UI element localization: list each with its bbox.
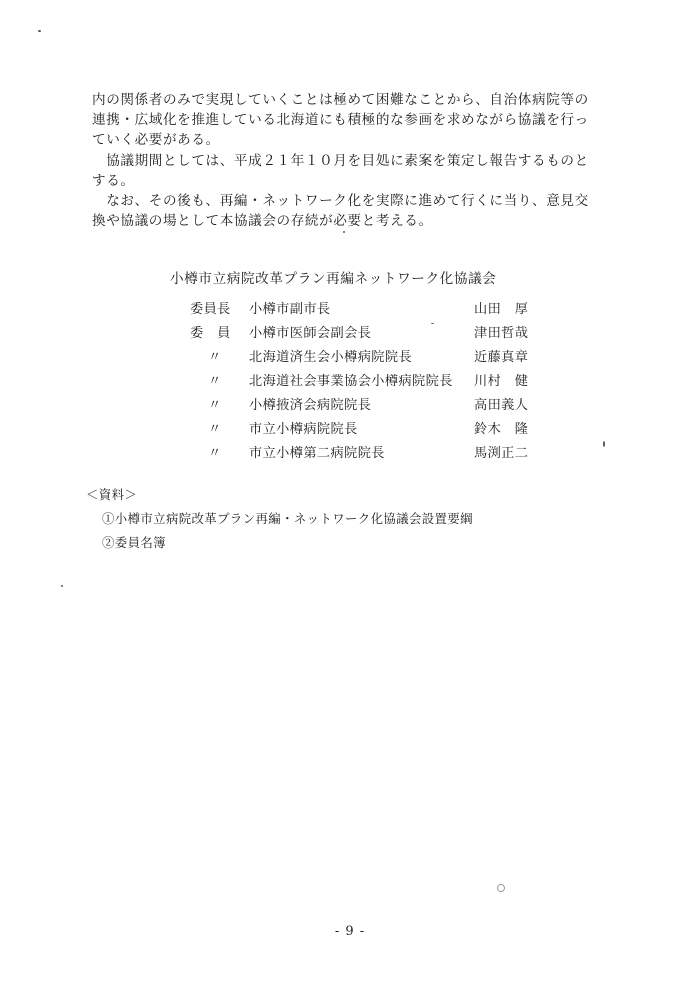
scan-speck <box>603 441 605 447</box>
member-name: 津田哲哉 <box>474 326 529 341</box>
member-row <box>190 342 550 366</box>
member-role: 〃 <box>208 398 222 413</box>
materials-item: ①小樽市立病院改革プラン再編・ネットワーク化協議会設置要綱 <box>102 511 473 526</box>
member-role: 委員長 <box>190 302 231 317</box>
member-row <box>190 318 550 342</box>
scan-speck <box>38 30 41 32</box>
member-organization: 北海道済生会小樽病院院長 <box>249 350 413 365</box>
paragraph-line: する。 <box>92 173 135 189</box>
scan-speck <box>343 231 345 233</box>
scan-speck <box>431 323 434 324</box>
member-organization: 小樽掖済会病院院長 <box>249 398 372 413</box>
member-role: 〃 <box>208 374 222 389</box>
materials-section <box>86 485 473 551</box>
paragraph-line: 連携・広域化を推進している北海道にも積極的な参画を求めながら協議を行っ <box>92 112 589 128</box>
council-title: 小樽市立病院改革プラン再編ネットワーク化協議会 <box>170 271 497 287</box>
member-row <box>190 294 550 318</box>
member-organization: 市立小樽第二病院院長 <box>249 446 385 461</box>
paragraph-line: なお、その後も、再編・ネットワーク化を実際に進めて行くに当り、意見交 <box>92 193 589 209</box>
body-paragraph-3 <box>92 191 612 231</box>
member-name: 山田 厚 <box>474 302 529 317</box>
member-name: 近藤真章 <box>474 350 529 365</box>
paragraph-line: 協議期間としては、平成２１年１０月を目処に素案を策定し報告するものと <box>92 153 589 169</box>
member-organization: 市立小樽病院院長 <box>249 422 358 437</box>
member-row <box>190 390 550 414</box>
member-role: 〃 <box>208 446 222 461</box>
member-role: 〃 <box>208 422 222 437</box>
scan-speck <box>61 585 63 587</box>
member-name: 高田義人 <box>474 398 529 413</box>
member-organization: 小樽市副市長 <box>249 302 331 317</box>
member-organization: 北海道社会事業協会小樽病院院長 <box>249 374 453 389</box>
body-paragraph-1 <box>92 90 612 150</box>
member-name: 川村 健 <box>474 374 529 389</box>
member-list <box>190 294 550 462</box>
member-organization: 小樽市医師会副会長 <box>249 326 372 341</box>
page-number: - 9 - <box>334 924 366 939</box>
member-row <box>190 438 550 462</box>
paragraph-line: 内の関係者のみで実現していくことは極めて困難なことから、自治体病院等の <box>92 92 589 108</box>
member-role: 〃 <box>208 350 222 365</box>
member-row <box>190 366 550 390</box>
paragraph-line: 換や協議の場として本協議会の存続が必要と考える。 <box>92 213 433 229</box>
scan-speck <box>497 884 505 892</box>
member-name: 馬渕正二 <box>474 446 529 461</box>
materials-label: ＜資料＞ <box>86 487 138 502</box>
body-paragraph-2 <box>92 151 612 191</box>
materials-item: ②委員名簿 <box>102 535 166 550</box>
paragraph-line: ていく必要がある。 <box>92 132 220 148</box>
member-role: 委 員 <box>190 326 231 341</box>
member-name: 鈴木 隆 <box>474 422 529 437</box>
member-row <box>190 414 550 438</box>
